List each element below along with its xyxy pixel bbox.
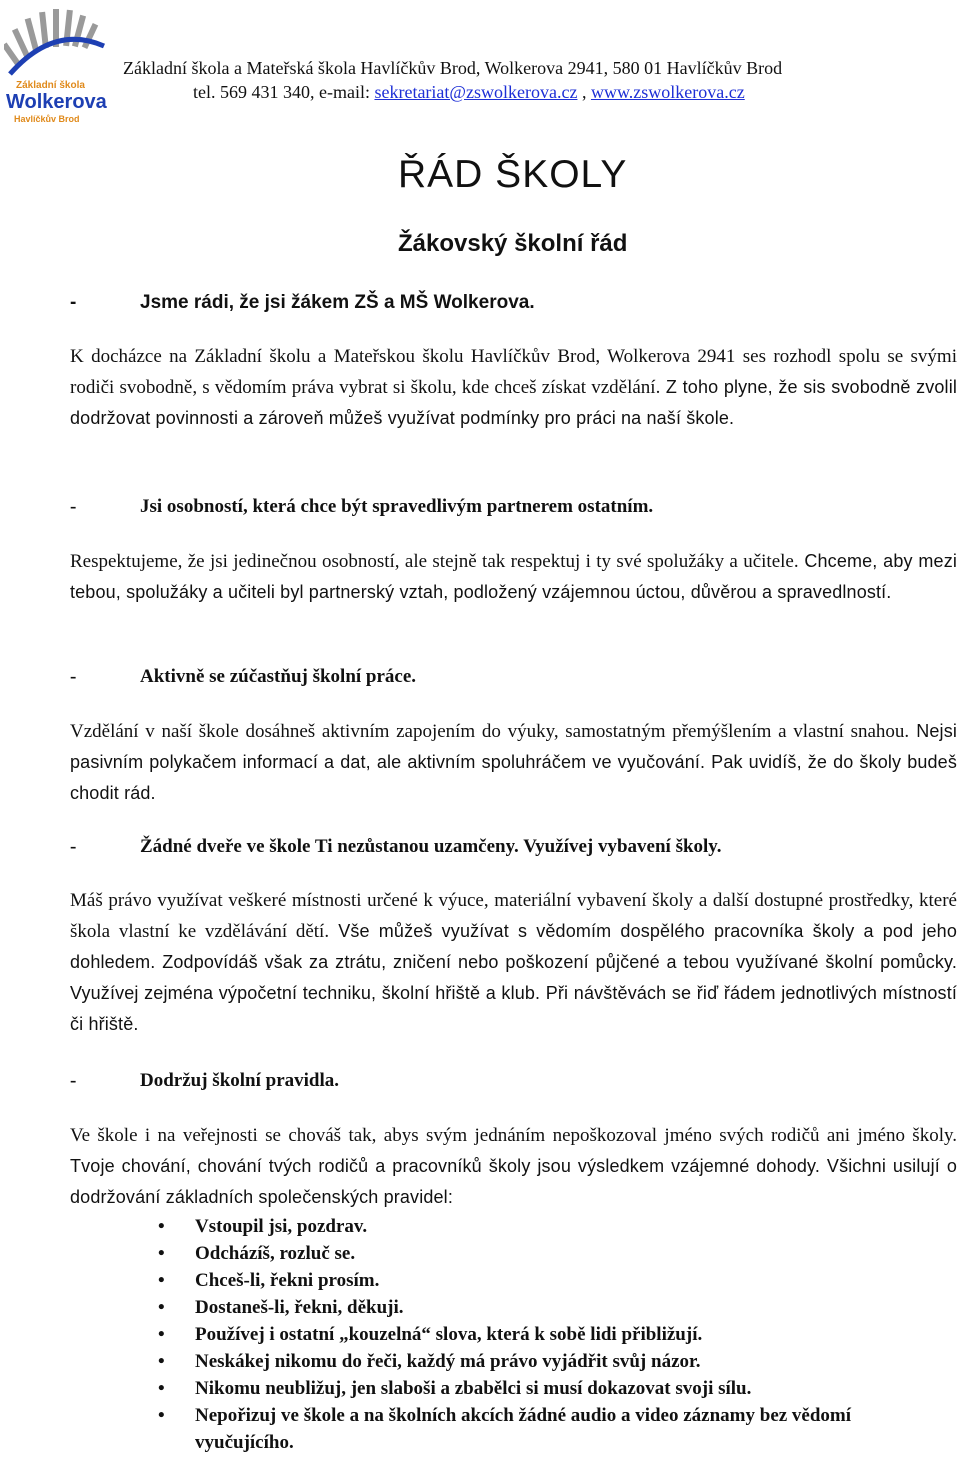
section-paragraph-3 [70, 716, 957, 809]
logo-line1: Základní škola [16, 80, 85, 91]
list-item [150, 1267, 950, 1294]
paragraph-lead: Máš právo využívat veškeré místnosti určené k výuce, materiální vybavení školy a další dostupné prostředky, které škola vlastní ke vzdělávání dětí. [70, 890, 957, 942]
rule-text: Odcházíš, rozluč se. [195, 1243, 356, 1264]
paragraph-rest: Chceme, aby mezi tebou, spolužáky a učiteli byl partnerský vztah, podložený vzájemnou úctou, důvěrou a spravedlností. [70, 551, 958, 602]
website-link[interactable]: www.zswolkerova.cz [590, 82, 745, 102]
paragraph-lead: Respektujeme, že jsi jedinečnou osobností, ale stejně tak respektuj i ty své spolužáky a učitele. [70, 551, 799, 572]
email-link[interactable]: sekretariat@zswolkerova.cz [374, 82, 578, 102]
section-heading-text: Jsi osobností, která chce být spravedlivým partnerem ostatním. [140, 496, 654, 517]
bullet-icon: • [158, 1216, 165, 1237]
list-item [150, 1348, 950, 1375]
paragraph-rest: Vše můžeš využívat s vědomím dospělého pracovníka školy a pod jeho dohledem. Zodpovídáš však za ztrátu, zničení nebo poškození půjčené a tebou využívané školní pomůcky. Využívej zejména výpočetní techniku, školní hřiště a klub. Při návštěvách se řiď řádem jednotlivých místností či hřiště. [70, 921, 957, 1034]
section-paragraph-5 [70, 1120, 957, 1213]
bullet-icon: • [158, 1351, 165, 1372]
school-name: Základní škola a Mateřská škola Havlíčkův Brod, Wolkerova 2941, 580 01 Havlíčkův Brod [123, 58, 783, 78]
rule-text: Dostaneš-li, řekni, děkuji. [195, 1297, 404, 1318]
school-contact [193, 81, 745, 103]
section-heading-3 [70, 664, 416, 690]
section-heading-text: Dodržuj školní pravidla. [140, 1070, 340, 1091]
section-heading-text: Aktivně se zúčastňuj školní práce. [140, 666, 417, 687]
section-paragraph-1 [70, 342, 957, 434]
contact-separator: , [577, 82, 591, 102]
logo-city: Havlíčkův Brod [14, 114, 80, 124]
section-dash: - [70, 836, 77, 857]
list-item [150, 1375, 950, 1402]
logo-name: Wolkerova [6, 91, 107, 113]
bullet-icon: • [158, 1270, 165, 1291]
list-item [150, 1402, 950, 1456]
section-paragraph-4 [70, 886, 957, 1040]
list-item [150, 1294, 950, 1321]
section-dash: - [70, 292, 77, 313]
page-subtitle: Žákovský školní řád [398, 230, 628, 257]
bullet-icon: • [158, 1324, 165, 1345]
list-item [150, 1213, 950, 1240]
rule-text: Používej i ostatní „kouzelná“ slova, která k sobě lidi přibližují. [195, 1324, 703, 1345]
paragraph-lead: Vzdělání v naší škole dosáhneš aktivním zapojením do výuky, samostatným přemýšlením a vlastní snahou. [70, 721, 910, 742]
contact-prefix: tel. 569 431 340, e-mail: [193, 82, 375, 102]
section-dash: - [70, 666, 77, 687]
rule-text: Nepořizuj ve škole a na školních akcích žádné audio a video záznamy bez vědomí vyučujícího. [195, 1405, 852, 1453]
logo-graphic [4, 4, 122, 126]
bullet-icon: • [158, 1243, 165, 1264]
rules-list [150, 1213, 950, 1456]
rule-text: Nikomu neubližuj, jen slaboši a zbabělci si musí dokazovat svoji sílu. [195, 1378, 752, 1399]
bullet-icon: • [158, 1297, 165, 1318]
paragraph-rest: Nejsi pasivním polykačem informací a dat, ale aktivním spoluhráčem ve vyučování. Pak uvidíš, že do školy budeš chodit rád. [70, 721, 957, 803]
section-heading-1 [70, 290, 535, 316]
list-item [150, 1321, 950, 1348]
section-heading-5 [70, 1068, 339, 1094]
rule-text: Chceš-li, řekni prosím. [195, 1270, 380, 1291]
list-item [150, 1240, 950, 1267]
rule-text: Neskákej nikomu do řeči, každý má právo vyjádřit svůj názor. [195, 1351, 701, 1372]
bullet-icon: • [158, 1378, 165, 1399]
paragraph-lead: Ve škole i na veřejnosti se chováš tak, abys svým jednáním nepoškozoval jméno svých rodičů ani jméno školy. [70, 1125, 957, 1146]
school-logo-icon [4, 4, 122, 126]
section-heading-text: Jsme rádi, že jsi žákem ZŠ a MŠ Wolkerova. [140, 292, 535, 313]
paragraph-lead: K docházce na Základní školu a Mateřskou školu Havlíčkův Brod, Wolkerova 2941 ses rozhodl spolu se svými rodiči svobodně, s vědomím práva vybrat si školu, kde chceš získat vzdělání. [70, 346, 957, 398]
section-dash: - [70, 496, 77, 517]
section-paragraph-2 [70, 546, 957, 608]
paragraph-rest: Tvoje chování, chování tvých rodičů a pracovníků školy jsou výsledkem vzájemné dohody. Všichni usilují o dodržování základních společenských pravidel: [70, 1156, 957, 1207]
section-dash: - [70, 1070, 77, 1091]
section-heading-2 [70, 494, 653, 520]
section-heading-text: Žádné dveře ve škole Ti nezůstanou uzamčeny. Využívej vybavení školy. [140, 836, 722, 857]
paragraph-rest: Z toho plyne, že sis svobodně zvolil dodržovat povinnosti a zároveň můžeš využívat podmínky pro práci na naší škole. [70, 377, 957, 428]
page-title: ŘÁD ŠKOLY [398, 153, 628, 196]
section-heading-4 [70, 834, 722, 860]
bullet-icon: • [158, 1405, 165, 1426]
rule-text: Vstoupil jsi, pozdrav. [195, 1216, 368, 1237]
